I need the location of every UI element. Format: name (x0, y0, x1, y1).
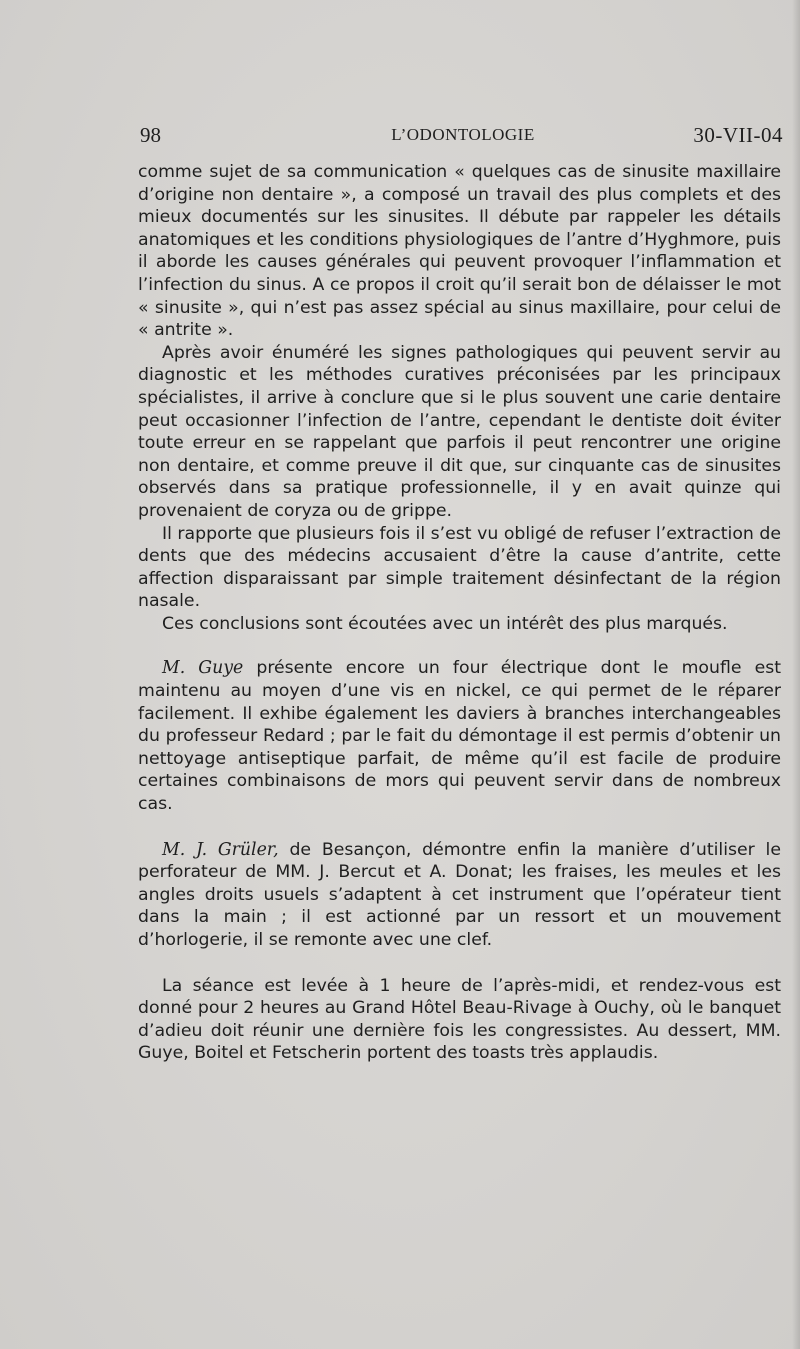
page-number: 98 (140, 123, 161, 147)
paragraph-gruler-text: de Besançon, démontre enfin la manière d’utiliser le perforateur de MM. J. Bercut et A. Donat; les fraises, les meules et les angles droits usuels s’adaptent à cet instrument que l’opérateur tient dans la main ; il est actionné par un ressort et un mouvement d’horlogerie, il se remonte avec une clef. (138, 839, 781, 950)
paragraph-sinusite-intro: comme sujet de sa communication « quelques cas de sinusite maxillaire d’origine non dentaire », a composé un travail des plus complets et des mieux documentés sur les sinusites. Il débute par rappeler les détails anatomiques et les conditions physiologiques de l’antre d’Hyghmore, puis il aborde les causes générales qui peuvent provoquer l’inflammation et l’infection du sinus. A ce propos il croit qu’il serait bon de délaisser le mot « sinusite », qui n’est pas assez spécial au sinus maxillaire, pour celui de « antrite ». (138, 162, 781, 341)
body-text (138, 161, 781, 1065)
paragraph-gruler (138, 839, 781, 952)
issue-date: 30-VII-04 (693, 123, 783, 147)
paragraph-extraction: Il rapporte que plusieurs fois il s’est vu obligé de refuser l’extraction de dents que des médecins accusaient d’être la cause d’antrite, cette affection disparaissant par simple traitement désinfectant de la région nasale. (138, 523, 781, 612)
paragraph-seance-levee: La séance est levée à 1 heure de l’après-midi, et rendez-vous est donné pour 2 heures au Grand Hôtel Beau-Rivage à Ouchy, où le banquet d’adieu doit réunir une dernière fois les congressistes. Au dessert, MM. Guye, Boitel et Fetscherin portent des toasts très applaudis. (138, 975, 781, 1064)
paragraph-guye-text: présente encore un four électrique dont le moufle est maintenu au moyen d’une vis en nickel, ce qui permet de le réparer facilement. Il exhibe également les daviers à branches interchangeables du professeur Redard ; par le fait du démontage il est permis d’obtenir un nettoyage antiseptique parfait, de même qu’il est facile de produire certaines combinaisons de mors qui peuvent servir dans de nombreux cas. (138, 658, 781, 815)
paragraph-diagnostic: Après avoir énuméré les signes pathologiques qui peuvent servir au diagnostic et les méthodes curatives préconisées par les principaux spécialistes, il arrive à conclure que si le plus souvent une carie dentaire peut occasionner l’infection de l’antre, cependant le dentiste doit éviter toute erreur en se rappelant que parfois il peut rencontrer une origine non dentaire, et comme preuve il dit que, sur cinquante cas de sinusites observés dans sa pratique professionnelle, il y en avait quinze qui provenaient de coryza ou de grippe. (138, 342, 781, 521)
running-header (140, 123, 786, 151)
speaker-name-gruler: M. J. Grüler, (162, 839, 279, 860)
page-edge-shadow (792, 0, 800, 1349)
paragraph-conclusions: Ces conclusions sont écoutées avec un intérêt des plus marqués. (162, 613, 728, 634)
running-title: L’ODONTOLOGIE (391, 125, 535, 144)
paragraph-guye (138, 657, 781, 815)
speaker-name-guye: M. Guye (162, 658, 244, 679)
